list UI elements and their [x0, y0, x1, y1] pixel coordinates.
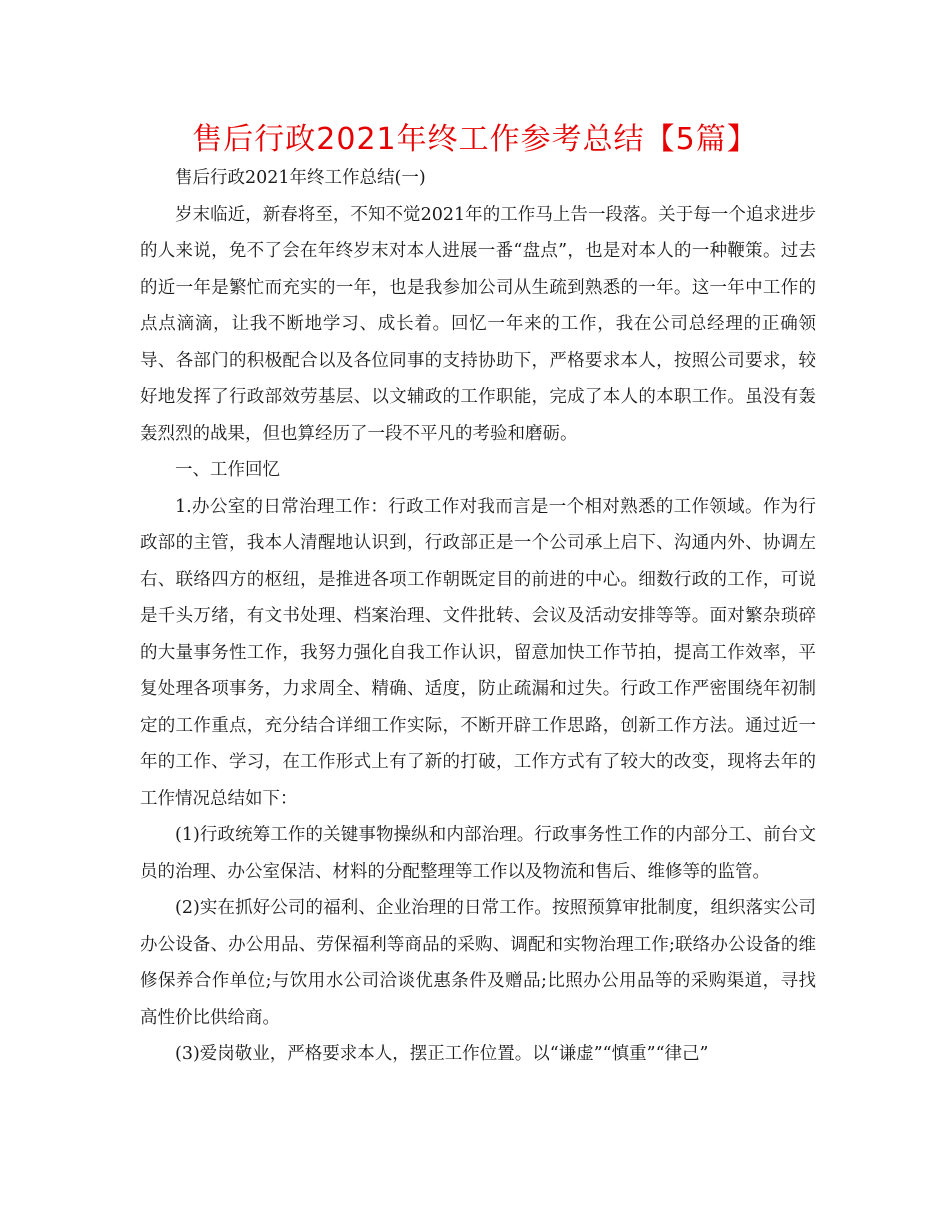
section-heading: 一、工作回忆 [175, 460, 280, 480]
paragraph-item-2: (2)实在抓好公司的福利、企业治理的日常工作。按照预算审批制度，组织落实公司办公设备、办公用品、劳保福利等商品的采购、调配和实物治理工作;联络办公设备的维修保养合作单位;与饮用水公司洽谈优惠条件及赠品;比照办公用品等的采购渠道，寻找高性价比供给商。 [140, 898, 816, 1028]
paragraph-item-3: (3)爱岗敬业，严格要求本人，摆正工作位置。以“谦虚”“慎重”“律己” [175, 1044, 709, 1064]
document-title: 售后行政2021年终工作参考总结【5篇】 [192, 122, 758, 157]
document-subtitle: 售后行政2021年终工作总结(一) [175, 168, 426, 188]
paragraph-intro: 岁末临近，新春将至，不知不觉2021年的工作马上告一段落。关于每一个追求进步的人来说，免不了会在年终岁末对本人进展一番“盘点”，也是对本人的一种鞭策。过去的近一年是繁忙而充实的一年，也是我参加公司从生疏到熟悉的一年。这一年中工作的点点滴滴，让我不断地学习、成长着。回忆一年来的工作，我在公司总经理的正确领导、各部门的积极配合以及各位同事的支持协助下，严格要求本人，按照公司要求，较好地发挥了行政部效劳基层、以文辅政的工作职能，完成了本人的本职工作。虽没有轰轰烈烈的战果，但也算经历了一段不平凡的考验和磨砺。 [140, 204, 816, 444]
document-body [140, 160, 816, 1073]
paragraph-item-1: (1)行政统筹工作的关键事物操纵和内部治理。行政事务性工作的内部分工、前台文员的治理、办公室保洁、材料的分配整理等工作以及物流和售后、维修等的监管。 [140, 825, 816, 882]
paragraph-office-management: 1.办公室的日常治理工作：行政工作对我而言是一个相对熟悉的工作领域。作为行政部的主管，我本人清醒地认识到，行政部正是一个公司承上启下、沟通内外、协调左右、联络四方的枢纽，是推进各项工作朝既定目的前进的中心。细数行政的工作，可说是千头万绪，有文书处理、档案治理、文件批转、会议及活动安排等等。面对繁杂琐碎的大量事务性工作，我努力强化自我工作认识，留意加快工作节拍，提高工作效率，平复处理各项事务，力求周全、精确、适度，防止疏漏和过失。行政工作严密围绕年初制定的工作重点，充分结合详细工作实际，不断开辟工作思路，创新工作方法。通过近一年的工作、学习，在工作形式上有了新的打破，工作方式有了较大的改变，现将去年的工作情况总结如下： [140, 496, 816, 809]
